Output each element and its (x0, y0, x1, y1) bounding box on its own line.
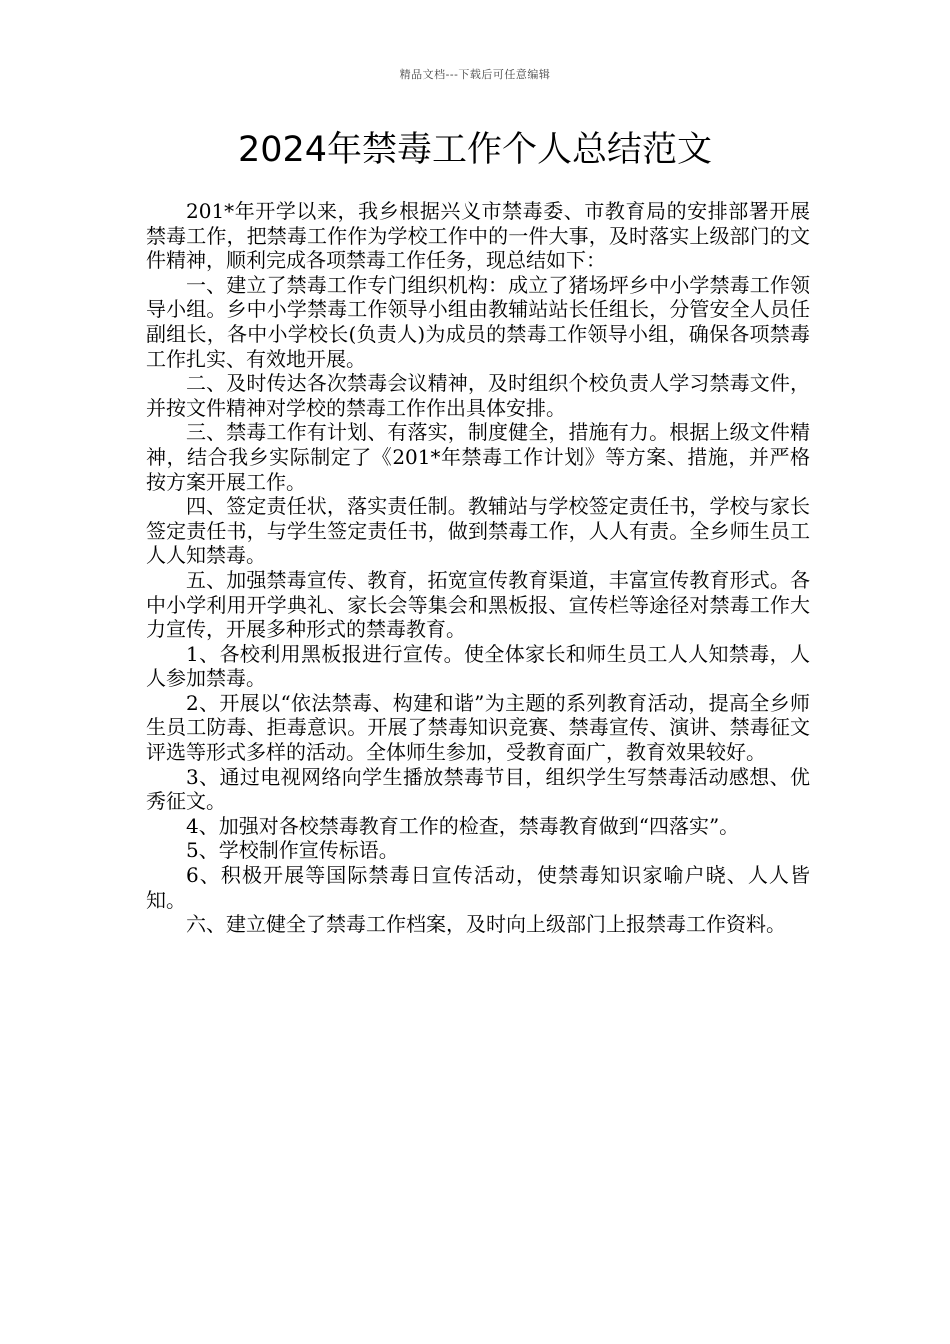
item-1-paragraph: 1、各校利用黑板报进行宣传。使全体家长和师生员工人人知禁毒，人人参加禁毒。 (146, 641, 810, 691)
section-3-paragraph: 三、禁毒工作有计划、有落实，制度健全，措施有力。根据上级文件精神，结合我乡实际制定了《201*年禁毒工作计划》等方案、措施，并严格按方案开展工作。 (146, 420, 810, 494)
item-4-paragraph: 4、加强对各校禁毒教育工作的检查，禁毒教育做到“四落实”。 (186, 813, 740, 838)
section-6-paragraph: 六、建立健全了禁毒工作档案，及时向上级部门上报禁毒工作资料。 (186, 912, 786, 937)
item-2-paragraph: 2、开展以“依法禁毒、构建和谐”为主题的系列教育活动，提高全乡师生员工防毒、拒毒意识。开展了禁毒知识竞赛、禁毒宣传、演讲、禁毒征文评选等形式多样的活动。全体师生参加，受教育面广，教育效果较好。 (146, 690, 810, 765)
document-body (146, 199, 810, 937)
intro-paragraph: 201*年开学以来，我乡根据兴义市禁毒委、市教育局的安排部署开展禁毒工作，把禁毒工作作为学校工作中的一件大事，及时落实上级部门的文件精神，顺利完成各项禁毒工作任务，现总结如下： (146, 199, 810, 273)
section-4-paragraph: 四、签定责任状，落实责任制。教辅站与学校签定责任书，学校与家长签定责任书，与学生签定责任书，做到禁毒工作，人人有责。全乡师生员工人人知禁毒。 (146, 494, 810, 568)
item-5-paragraph: 5、学校制作宣传标语。 (186, 838, 399, 863)
section-2-paragraph: 二、及时传达各次禁毒会议精神，及时组织个校负责人学习禁毒文件，并按文件精神对学校的禁毒工作作出具体安排。 (146, 371, 810, 420)
document-title: 2024年禁毒工作个人总结范文 (237, 130, 713, 170)
item-3-paragraph: 3、通过电视网络向学生播放禁毒节目，组织学生写禁毒活动感想、优秀征文。 (146, 764, 810, 814)
item-6-paragraph: 6、积极开展等国际禁毒日宣传活动，使禁毒知识家喻户晓、人人皆知。 (146, 863, 810, 912)
section-1-paragraph: 一、建立了禁毒工作专门组织机构：成立了猪场坪乡中小学禁毒工作领导小组。乡中小学禁毒工作领导小组由教辅站站长任组长，分管安全人员任副组长，各中小学校长(负责人)为成员的禁毒工作领导小组，确保各项禁毒工作扎实、有效地开展。 (146, 272, 810, 371)
section-5-paragraph: 五、加强禁毒宣传、教育，拓宽宣传教育渠道，丰富宣传教育形式。各中小学利用开学典礼、家长会等集会和黑板报、宣传栏等途径对禁毒工作大力宣传，开展多种形式的禁毒教育。 (146, 567, 810, 642)
header-note: 精品文档---下载后可任意编辑 (399, 68, 551, 81)
